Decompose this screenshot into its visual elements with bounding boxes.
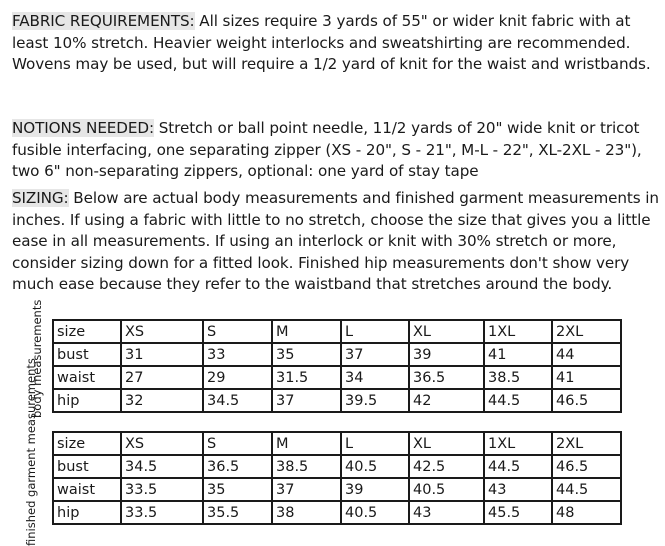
fabric-requirements-heading: FABRIC REQUIREMENTS: — [12, 12, 195, 30]
table-cell: L — [341, 320, 409, 343]
table-cell: 44.5 — [484, 389, 552, 412]
table-cell: 37 — [272, 389, 341, 412]
row-label-cell: size — [53, 432, 121, 455]
table-cell: 44.5 — [552, 478, 621, 501]
row-label-cell: bust — [53, 455, 121, 478]
fabric-requirements-paragraph — [12, 11, 662, 76]
table-cell: 35 — [203, 478, 272, 501]
table-cell: 1XL — [484, 432, 552, 455]
table-cell: 41 — [552, 366, 621, 389]
table-cell: 31 — [121, 343, 203, 366]
table-cell: 44 — [552, 343, 621, 366]
table-row — [53, 455, 621, 478]
table-row — [53, 320, 621, 343]
table-cell: 40.5 — [341, 501, 409, 524]
table-cell: 33.5 — [121, 478, 203, 501]
table-cell: 27 — [121, 366, 203, 389]
table-row — [53, 366, 621, 389]
table-cell: 39 — [409, 343, 484, 366]
table-row — [53, 343, 621, 366]
table-cell: 42.5 — [409, 455, 484, 478]
table-cell: 38.5 — [484, 366, 552, 389]
table-cell: 34 — [341, 366, 409, 389]
table-cell: 36.5 — [203, 455, 272, 478]
table-row — [53, 501, 621, 524]
table-cell: 2XL — [552, 320, 621, 343]
table-cell: 37 — [272, 478, 341, 501]
table-row — [53, 432, 621, 455]
table-cell: 34.5 — [203, 389, 272, 412]
table-cell: 39 — [341, 478, 409, 501]
table-cell: 33 — [203, 343, 272, 366]
table-cell: 40.5 — [341, 455, 409, 478]
table-cell: 46.5 — [552, 455, 621, 478]
row-label-cell: hip — [53, 501, 121, 524]
table-cell: M — [272, 320, 341, 343]
table-cell: 31.5 — [272, 366, 341, 389]
table-cell: M — [272, 432, 341, 455]
table-cell: S — [203, 320, 272, 343]
table-row — [53, 389, 621, 412]
table-cell: 37 — [341, 343, 409, 366]
table-cell: L — [341, 432, 409, 455]
table-cell: 36.5 — [409, 366, 484, 389]
table-cell: 45.5 — [484, 501, 552, 524]
sizing-text: Below are actual body measurements and finished garment measurements in inches. If using a fabric with little to no stretch, choose the size that gives you a little ease in all measurements. If using an interlock or knit with 30% stretch or more, consider sizing down for a fitted look. Finished hip measurements don't show very much ease because they refer to the waistband that stretches around the body. — [12, 189, 659, 293]
finished-garment-measurements-table — [52, 431, 622, 525]
table-cell: 43 — [409, 501, 484, 524]
table-cell: XS — [121, 432, 203, 455]
row-label-cell: waist — [53, 478, 121, 501]
table-cell: 35.5 — [203, 501, 272, 524]
table-cell: 41 — [484, 343, 552, 366]
row-label-cell: hip — [53, 389, 121, 412]
table-cell: 34.5 — [121, 455, 203, 478]
table-cell: 42 — [409, 389, 484, 412]
notions-needed-heading: NOTIONS NEEDED: — [12, 119, 155, 137]
notions-needed-text: Stretch or ball point needle, 11/2 yards of 20" wide knit or tricot fusible interfacing, one separating zipper (XS - 20", S - 21", M-L - 22", XL-2XL - 23"), two 6" non-separating zippers, optional: one yard of stay tape — [12, 119, 642, 180]
table-cell: XS — [121, 320, 203, 343]
table-cell: 33.5 — [121, 501, 203, 524]
table-cell: 2XL — [552, 432, 621, 455]
body-measurements-label: body measurements — [30, 299, 44, 418]
table-cell: S — [203, 432, 272, 455]
sizing-heading: SIZING: — [12, 189, 69, 207]
table-cell: 38.5 — [272, 455, 341, 478]
table-cell: 40.5 — [409, 478, 484, 501]
finished-garment-measurements-label: finished garment measurements — [24, 358, 38, 546]
table-cell: 29 — [203, 366, 272, 389]
sizing-paragraph — [12, 188, 662, 296]
table-cell: 35 — [272, 343, 341, 366]
fabric-requirements-text: All sizes require 3 yards of 55" or wider knit fabric with at least 10% stretch. Heavier weight interlocks and sweatshirting are recommended. Wovens may be used, but will require a 1/2 yard of knit for the waist and wristbands. — [12, 12, 651, 73]
table-cell: 39.5 — [341, 389, 409, 412]
table-cell: XL — [409, 432, 484, 455]
row-label-cell: waist — [53, 366, 121, 389]
row-label-cell: size — [53, 320, 121, 343]
table-cell: 32 — [121, 389, 203, 412]
table-row — [53, 478, 621, 501]
notions-needed-paragraph — [12, 118, 662, 183]
table-cell: 1XL — [484, 320, 552, 343]
row-label-cell: bust — [53, 343, 121, 366]
table-cell: 46.5 — [552, 389, 621, 412]
table-cell: 38 — [272, 501, 341, 524]
table-cell: 44.5 — [484, 455, 552, 478]
table-cell: 48 — [552, 501, 621, 524]
table-cell: XL — [409, 320, 484, 343]
body-measurements-table — [52, 319, 622, 413]
table-cell: 43 — [484, 478, 552, 501]
